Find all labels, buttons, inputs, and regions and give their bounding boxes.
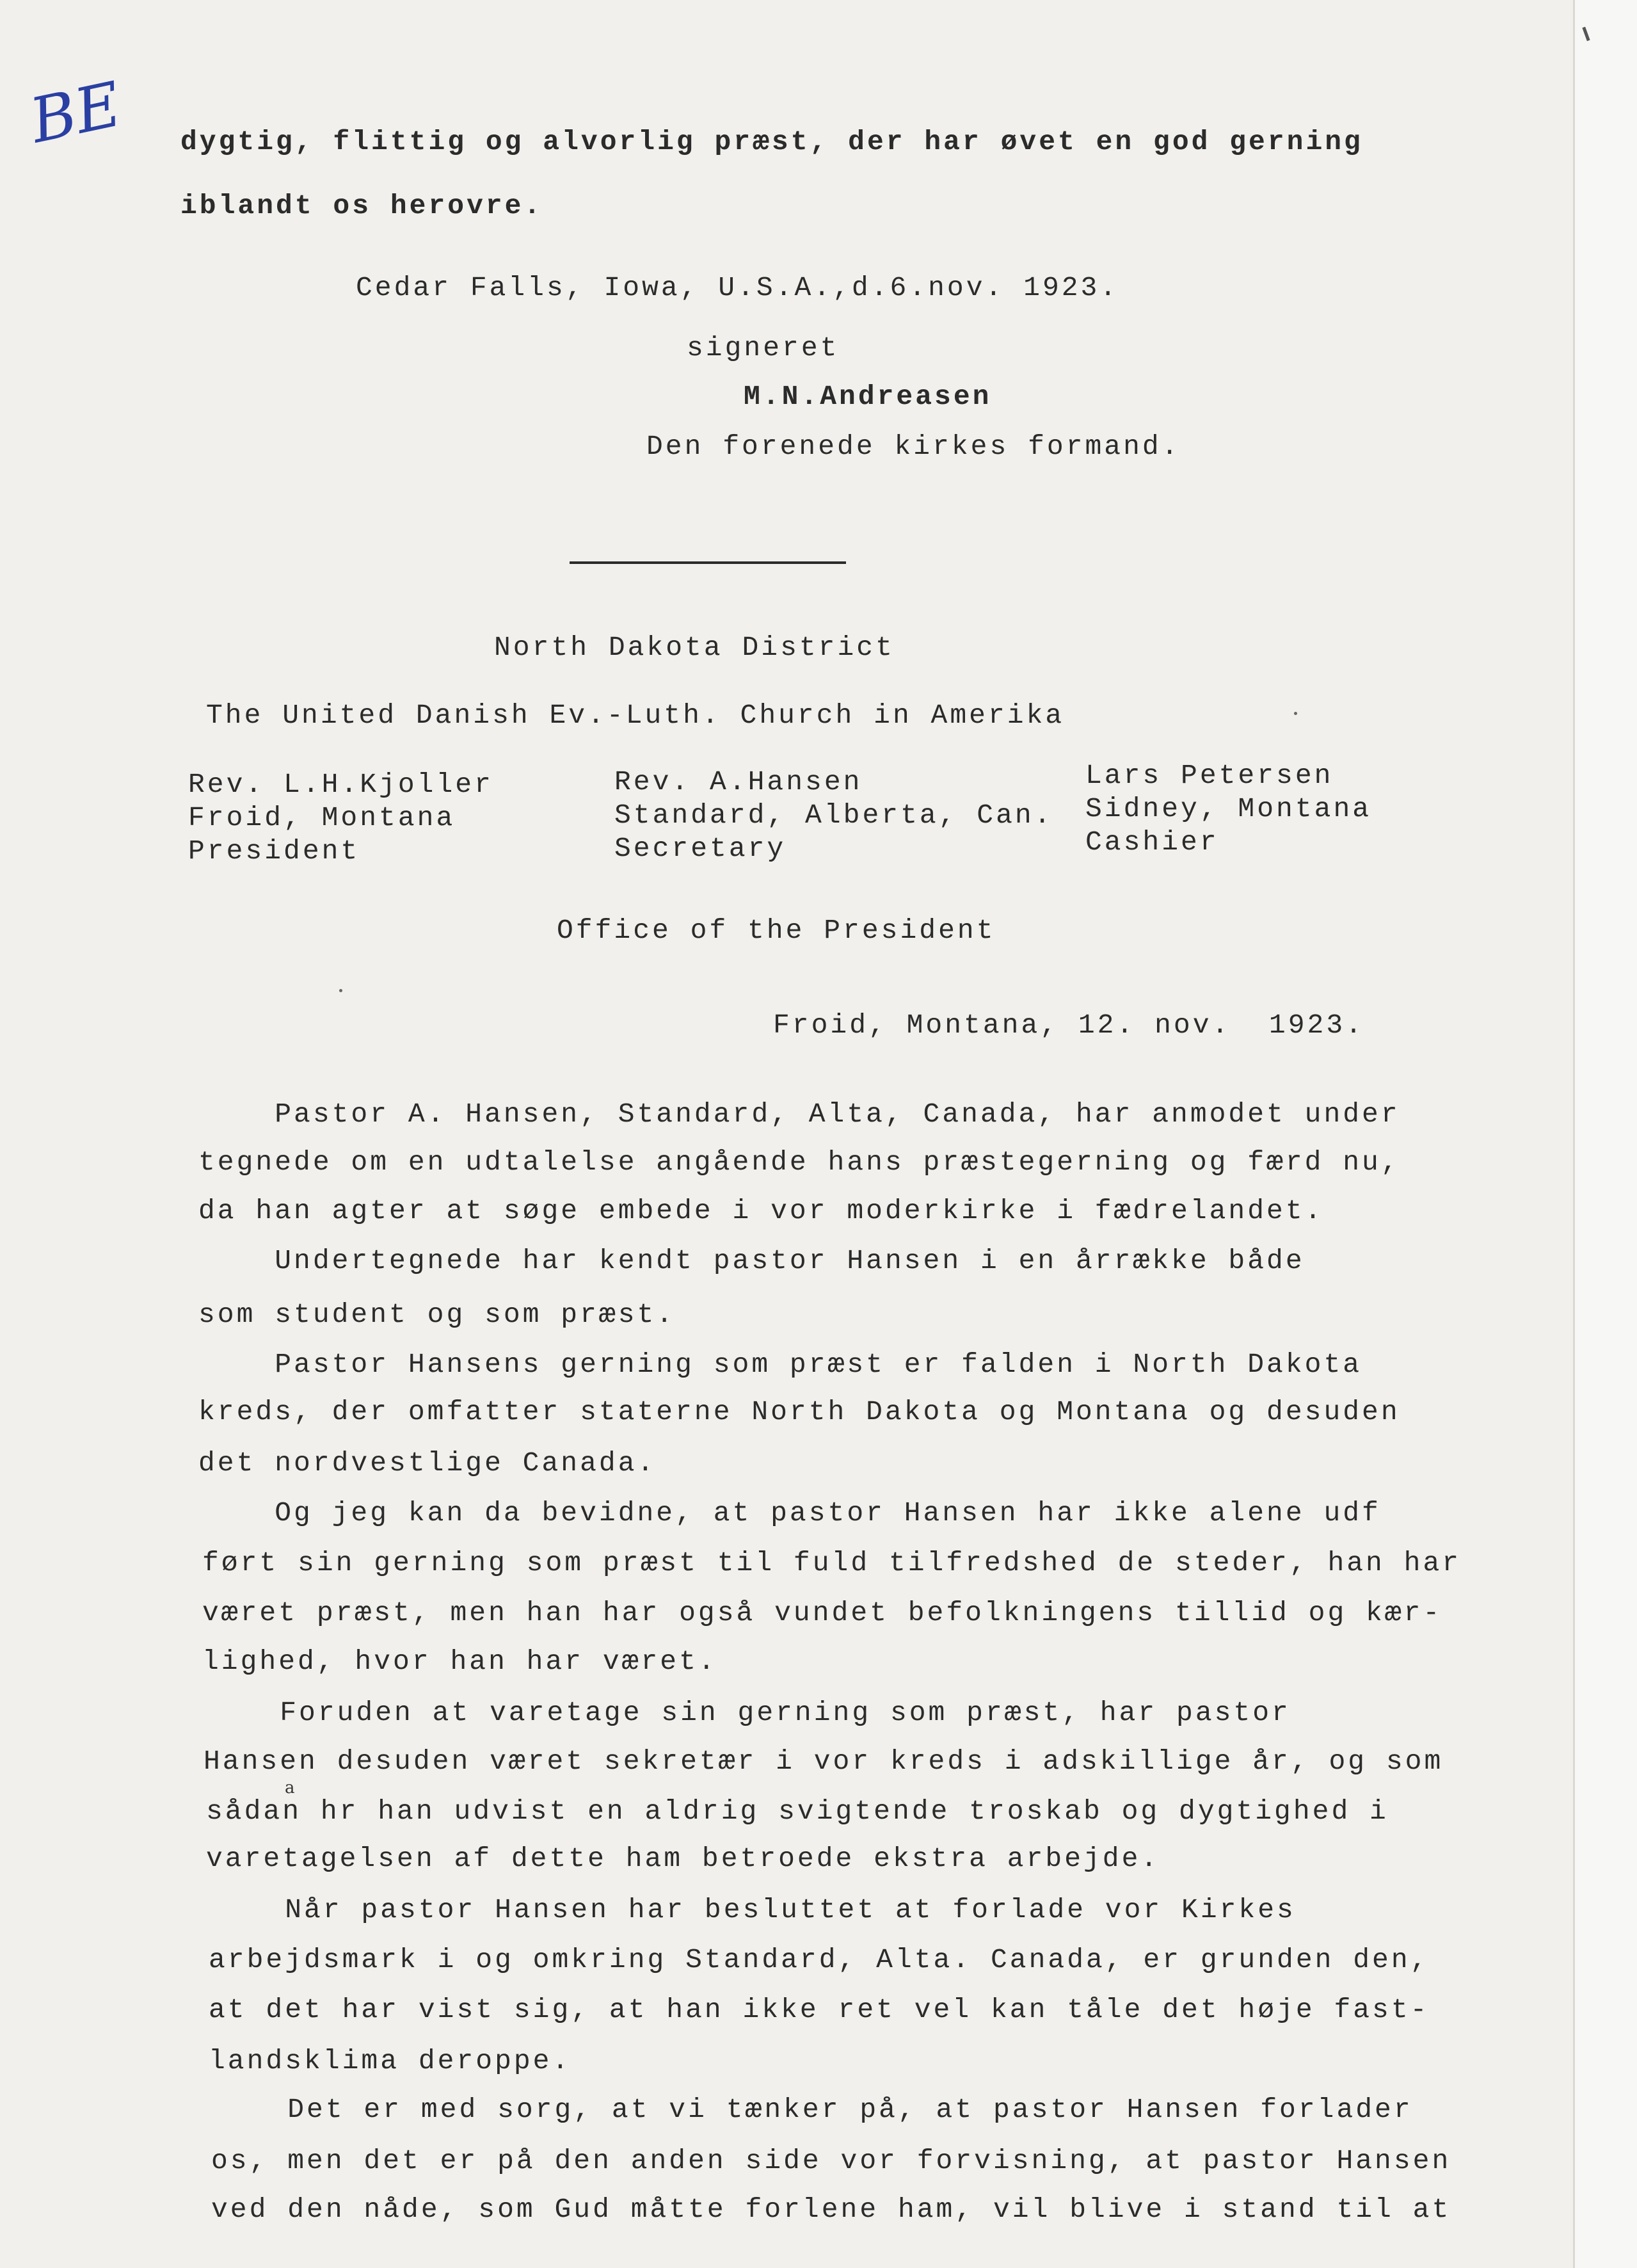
signed-label: signeret [687, 332, 840, 364]
body-line: været præst, men han har også vundet befolkningens tillid og kær- [202, 1597, 1442, 1629]
signer-title: Den forenede kirkes formand. [646, 431, 1181, 462]
body-line: tegnede om en udtalelse angående hans præstegerning og færd nu, [198, 1146, 1400, 1178]
paper-speck [1294, 712, 1297, 715]
body-line: Pastor Hansens gerning som præst er falden i North Dakota [198, 1349, 1362, 1380]
body-line: Pastor A. Hansen, Standard, Alta, Canada, har anmodet under [198, 1098, 1400, 1130]
body-line: kreds, der omfatter staterne North Dakota og Montana og desuden [198, 1396, 1400, 1428]
place-date-froid: Froid, Montana, 12. nov. 1923. [773, 1009, 1364, 1041]
body-line: ved den nåde, som Gud måtte forlene ham, vil blive i stand til at [211, 2194, 1451, 2225]
page-edge [1573, 0, 1637, 2268]
handwritten-annotation: BE [24, 68, 127, 157]
body-line: det nordvestlige Canada. [198, 1447, 657, 1479]
body-line: da han agter at søge embede i vor moderkirke i fædrelandet. [198, 1195, 1324, 1226]
officer-2-role: Secretary [614, 833, 787, 864]
top-paragraph-line-1: dygtig, flittig og alvorlig præst, der har øvet en god gerning [180, 126, 1363, 157]
office-of-president: Office of the President [557, 915, 996, 946]
officer-1-name: Rev. L.H.Kjoller [188, 769, 493, 800]
body-line: arbejdsmark i og omkring Standard, Alta. Canada, er grunden den, [209, 1944, 1430, 1975]
body-line: Det er med sorg, at vi tænker på, at pastor Hansen forlader [211, 2094, 1413, 2125]
body-line: sådan hr han udvist en aldrig svigtende troskab og dygtighed i [206, 1796, 1389, 1827]
body-line: Når pastor Hansen har besluttet at forlade vor Kirkes [209, 1894, 1296, 1926]
body-line: lighed, hvor han har været. [202, 1646, 717, 1677]
officer-1-place: Froid, Montana [188, 802, 456, 833]
letterhead-district: North Dakota District [494, 632, 895, 663]
letterhead-church: The United Danish Ev.-Luth. Church in Amerika [206, 700, 1065, 731]
officer-2-place: Standard, Alberta, Can. [614, 800, 1053, 831]
body-line: Hansen desuden været sekretær i vor kreds i adskillige år, og som [204, 1746, 1444, 1777]
officer-1-role: President [188, 835, 360, 867]
signer-name: M.N.Andreasen [744, 381, 992, 412]
place-date-cedar-falls: Cedar Falls, Iowa, U.S.A.,d.6.nov. 1923. [356, 272, 1119, 303]
top-paragraph-line-2: iblandt os herovre. [180, 190, 543, 221]
officer-2-name: Rev. A.Hansen [614, 766, 863, 798]
section-divider [570, 561, 846, 564]
officer-3-role: Cashier [1085, 826, 1219, 858]
body-line: landsklima deroppe. [209, 2045, 571, 2077]
body-line: os, men det er på den anden side vor forvisning, at pastor Hansen [211, 2145, 1451, 2176]
body-line: Undertegnede har kendt pastor Hansen i en årrække både [198, 1245, 1305, 1276]
paper-speck [339, 989, 342, 992]
handwritten-insert: a [285, 1778, 295, 1798]
body-line: som student og som præst. [198, 1299, 676, 1330]
body-line: at det har vist sig, at han ikke ret vel kan tåle det høje fast- [209, 1994, 1430, 2025]
officer-3-place: Sidney, Montana [1085, 793, 1372, 824]
officer-3-name: Lars Petersen [1085, 760, 1334, 791]
body-line: varetagelsen af dette ham betroede ekstra arbejde. [206, 1843, 1160, 1874]
body-line: Og jeg kan da bevidne, at pastor Hansen har ikke alene udf [198, 1497, 1381, 1529]
body-line: ført sin gerning som præst til fuld tilfredshed de steder, han har [202, 1547, 1462, 1579]
body-line: Foruden at varetage sin gerning som præst, har pastor [204, 1697, 1291, 1728]
